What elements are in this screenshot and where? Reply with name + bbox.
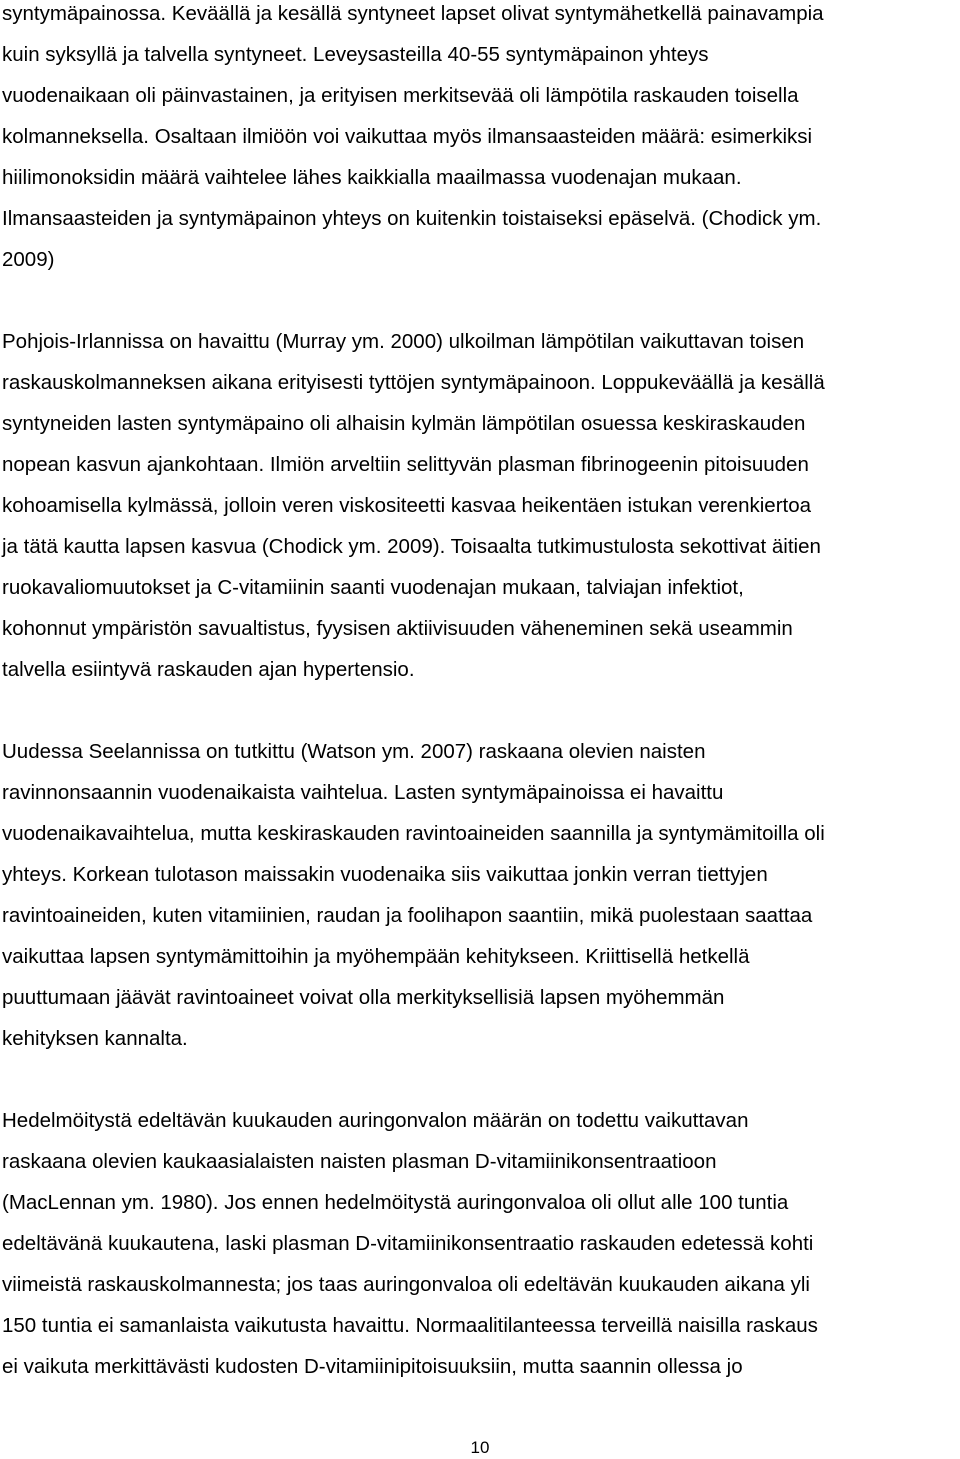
- text-line: syntyneiden lasten syntymäpaino oli alhaisin kylmän lämpötilan osuessa keskiraskauden: [2, 412, 806, 435]
- text-line: nopean kasvun ajankohtaan. Ilmiön arveltiin selittyvän plasman fibrinogeenin pitoisuuden: [2, 453, 809, 476]
- text-line: kohonnut ympäristön savualtistus, fyysisen aktiivisuuden väheneminen sekä useammin: [2, 617, 793, 640]
- text-line: vuodenaikaan oli päinvastainen, ja erityisen merkitsevää oli lämpötila raskauden toisella: [2, 84, 799, 107]
- text-line: vuodenaikavaihtelua, mutta keskiraskauden ravintoaineiden saannilla ja syntymämitoilla oli: [2, 822, 825, 845]
- text-line: puuttumaan jäävät ravintoaineet voivat olla merkityksellisiä lapsen myöhemmän: [2, 986, 725, 1009]
- text-line: raskaana olevien kaukaasialaisten naisten plasman D-vitamiinikonsentraatioon: [2, 1150, 717, 1173]
- text-line: 2009): [2, 248, 55, 271]
- page-number: 10: [470, 1438, 490, 1457]
- text-line: ravinnonsaannin vuodenaikaista vaihtelua. Lasten syntymäpainoissa ei havaittu: [2, 781, 724, 804]
- text-line: raskauskolmanneksen aikana erityisesti tyttöjen syntymäpainoon. Loppukeväällä ja kesällä: [2, 371, 825, 394]
- text-line: kolmanneksella. Osaltaan ilmiöön voi vaikuttaa myös ilmansaasteiden määrä: esimerkiksi: [2, 125, 813, 148]
- text-line: kohoamisella kylmässä, jolloin veren viskositeetti kasvaa heikentäen istukan verenkiertoa: [2, 494, 812, 517]
- text-line: vaikuttaa lapsen syntymämittoihin ja myöhempään kehitykseen. Kriittisellä hetkellä: [2, 945, 750, 968]
- text-line: yhteys. Korkean tulotason maissakin vuodenaika siis vaikuttaa jonkin verran tiettyjen: [2, 863, 768, 886]
- text-line: Uudessa Seelannissa on tutkittu (Watson ym. 2007) raskaana olevien naisten: [2, 740, 706, 763]
- text-line: Pohjois-Irlannissa on havaittu (Murray ym. 2000) ulkoilman lämpötilan vaikuttavan toisen: [2, 330, 805, 353]
- text-line: 150 tuntia ei samanlaista vaikutusta havaittu. Normaalitilanteessa terveillä naisilla raskaus: [2, 1314, 818, 1337]
- text-line: edeltävänä kuukautena, laski plasman D-vitamiinikonsentraatio raskauden edetessä kohti: [2, 1232, 814, 1255]
- text-line: viimeistä raskauskolmannesta; jos taas auringonvaloa oli edeltävän kuukauden aikana yli: [2, 1273, 810, 1296]
- text-line: ei vaikuta merkittävästi kudosten D-vitamiinipitoisuuksiin, mutta saannin ollessa jo: [2, 1355, 743, 1378]
- text-line: talvella esiintyvä raskauden ajan hypertensio.: [2, 658, 415, 681]
- text-line: ruokavaliomuutokset ja C-vitamiinin saanti vuodenajan mukaan, talviajan infektiot,: [2, 576, 744, 599]
- text-line: ravintoaineiden, kuten vitamiinien, raudan ja foolihapon saantiin, mikä puolestaan saattaa: [2, 904, 813, 927]
- text-line: hiilimonoksidin määrä vaihtelee lähes kaikkialla maailmassa vuodenajan mukaan.: [2, 166, 742, 189]
- text-line: kuin syksyllä ja talvella syntyneet. Leveysasteilla 40-55 syntymäpainon yhteys: [2, 43, 709, 66]
- text-line: Hedelmöitystä edeltävän kuukauden auringonvalon määrän on todettu vaikuttavan: [2, 1109, 749, 1132]
- text-line: syntymäpainossa. Keväällä ja kesällä syntyneet lapset olivat syntymähetkellä painavampia: [2, 2, 824, 25]
- text-line: Ilmansaasteiden ja syntymäpainon yhteys on kuitenkin toistaiseksi epäselvä. (Chodick ym.: [2, 207, 822, 230]
- text-line: kehityksen kannalta.: [2, 1027, 188, 1050]
- text-line: ja tätä kautta lapsen kasvua (Chodick ym. 2009). Toisaalta tutkimustulosta sekottivat äitien: [2, 535, 821, 558]
- text-line: (MacLennan ym. 1980). Jos ennen hedelmöitystä auringonvaloa oli ollut alle 100 tuntia: [2, 1191, 789, 1214]
